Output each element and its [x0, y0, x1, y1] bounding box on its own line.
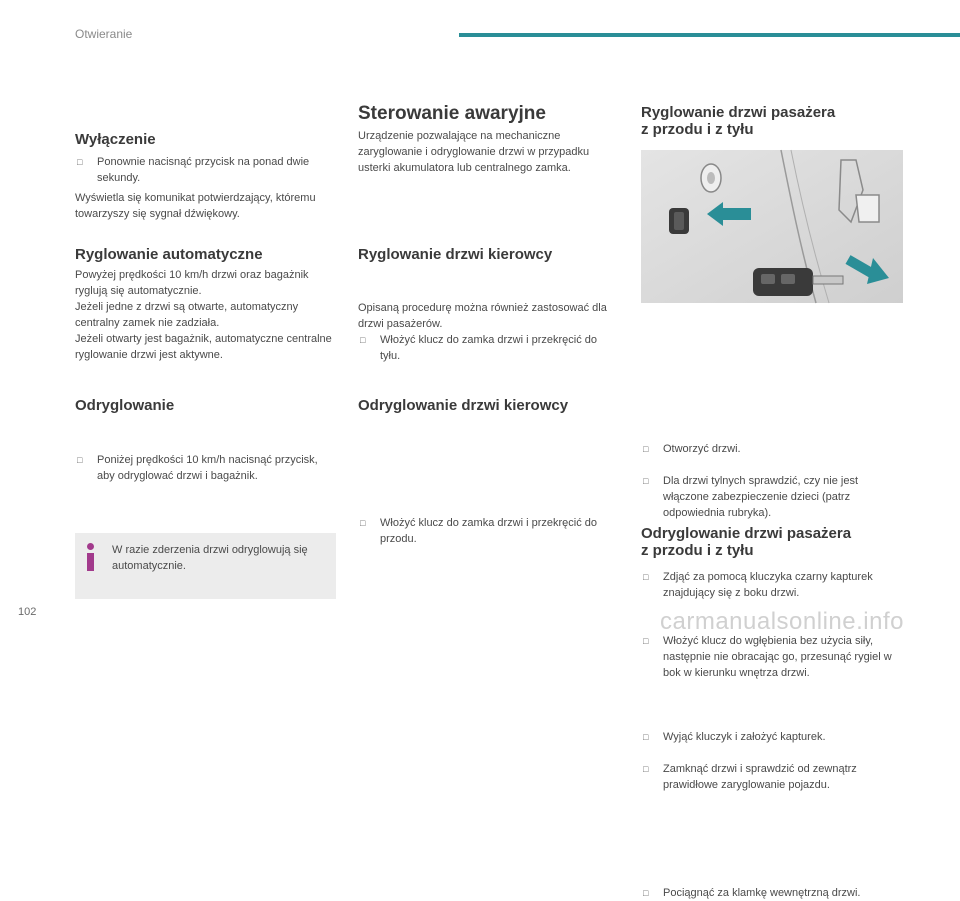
bullet-item: □ Otworzyć drzwi.: [641, 441, 903, 457]
bullet-item: □ Dla drzwi tylnych sprawdzić, czy nie jest włączone zabezpieczenie dzieci (patrz odpowiednia rubryka).: [641, 473, 903, 521]
heading-ryglowanie-automatyczne: Ryglowanie automatyczne: [75, 246, 263, 263]
paragraph: Powyżej prędkości 10 km/h drzwi oraz bagażnik ryglują się automatycznie.: [75, 269, 309, 297]
bullet-item: □ Poniżej prędkości 10 km/h nacisnąć przycisk, aby odryglować drzwi i bagażnik.: [75, 452, 337, 484]
heading-ryglowanie-drzwi-kierowcy: Ryglowanie drzwi kierowcy: [358, 246, 553, 263]
heading-odryglowanie: Odryglowanie: [75, 397, 175, 414]
heading-wylaczenie: Wyłączenie: [75, 131, 156, 148]
bullet-item: □ Zdjąć za pomocą kluczyka czarny kapturek znajdujący się z boku drzwi.: [641, 569, 903, 601]
info-text: W razie zderzenia drzwi odryglowują się automatycznie.: [112, 544, 308, 572]
paragraph: Jeżeli otwarty jest bagażnik, automatyczne centralne ryglowanie drzwi jest aktywne.: [75, 333, 332, 361]
page-number: 102: [18, 606, 37, 618]
heading-ryglowanie-drzwi-pasazera: Ryglowanie drzwi pasażera z przodu i z tyłu: [641, 104, 836, 138]
bullet-item: □ Włożyć klucz do zamka drzwi i przekręcić do tyłu.: [358, 332, 620, 364]
paragraph: Wyświetla się komunikat potwierdzający, któremu towarzyszy się sygnał dźwiękowy.: [75, 192, 316, 220]
heading-sterowanie-awaryjne: Sterowanie awaryjne: [358, 103, 546, 124]
heading-odryglowanie-drzwi-kierowcy: Odryglowanie drzwi kierowcy: [358, 397, 569, 414]
header-accent-bar: [459, 33, 960, 37]
watermark: carmanualsonline.info: [660, 608, 904, 635]
section-label: Otwieranie: [75, 27, 133, 41]
door-lock-illustration: [641, 150, 903, 303]
paragraph: Urządzenie pozwalające na mechaniczne zaryglowanie i odryglowanie drzwi w przypadku usterki akumulatora lub centralnego zamka.: [358, 130, 590, 174]
paragraph: Jeżeli jedne z drzwi są otwarte, automatyczny centralny zamek nie zadziała.: [75, 301, 299, 329]
info-icon: [84, 543, 96, 571]
bullet-item: □ Wyjąć kluczyk i założyć kapturek.: [641, 729, 903, 745]
bullet-item: □ Włożyć klucz do zamka drzwi i przekręcić do przodu.: [358, 515, 620, 547]
bullet-item: □ Zamknąć drzwi i sprawdzić od zewnątrz prawidłowe zaryglowanie pojazdu.: [641, 761, 903, 793]
heading-odryglowanie-drzwi-pasazera: Odryglowanie drzwi pasażera z przodu i z tyłu: [641, 525, 852, 559]
bullet-item: □ Pociągnąć za klamkę wewnętrzną drzwi.: [641, 885, 903, 901]
bullet-item: □ Ponownie nacisnąć przycisk na ponad dwie sekundy.: [75, 154, 337, 186]
bullet-item: □ Włożyć klucz do wgłębienia bez użycia siły, następnie nie obracając go, przesunąć rygiel w bok w kierunku wnętrza drzwi.: [641, 633, 903, 681]
paragraph: Opisaną procedurę można również zastosować dla drzwi pasażerów.: [358, 302, 607, 330]
